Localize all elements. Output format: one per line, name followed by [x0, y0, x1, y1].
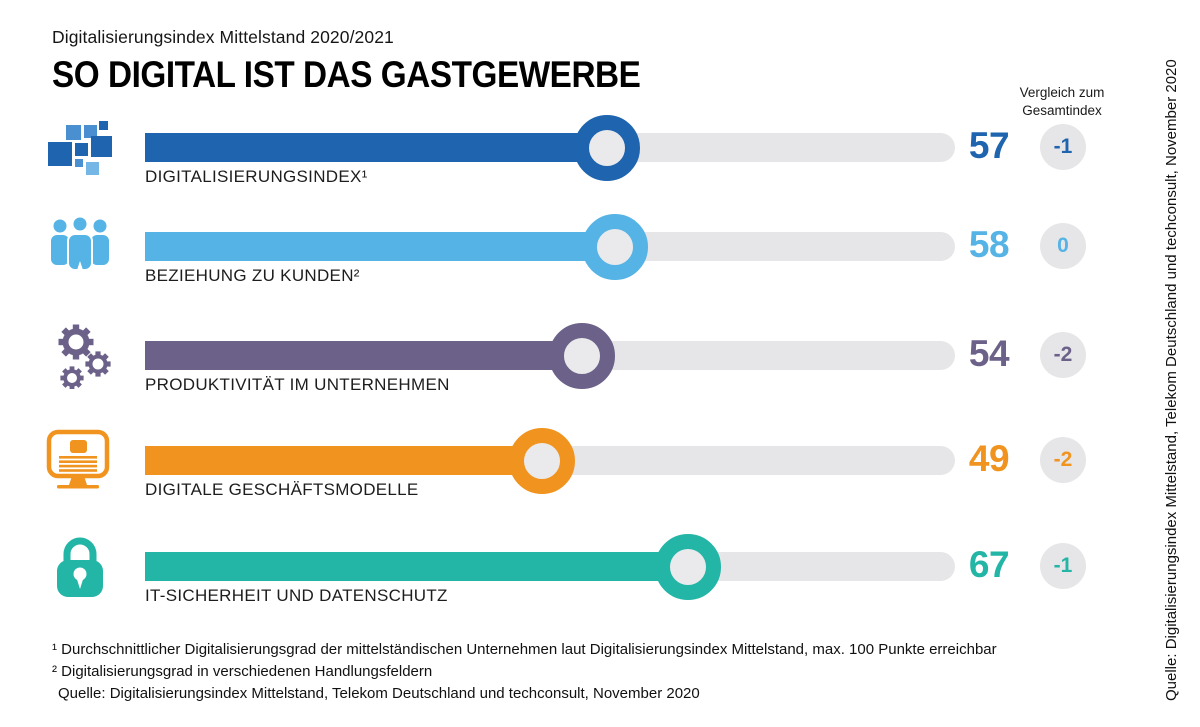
index-row-it-sicherheit	[0, 516, 1200, 616]
slider-fill	[145, 446, 542, 475]
vertical-source-credit: Quelle: Digitalisierungsindex Mittelstand, Telekom Deutschland und techconsult, November 2020	[1163, 59, 1180, 701]
row-value: 54	[968, 333, 1010, 374]
comparison-delta: -2	[1053, 448, 1073, 471]
slider-fill	[145, 341, 582, 370]
slider-knob[interactable]	[582, 214, 648, 280]
slider-knob[interactable]	[655, 534, 721, 600]
slider-beziehung-zu-kunden	[145, 232, 955, 261]
page-title: SO DIGITAL IST DAS GASTGEWERBE	[52, 54, 641, 95]
slider-knob[interactable]	[509, 428, 575, 494]
row-label: BEZIEHUNG ZU KUNDEN²	[145, 266, 360, 285]
slider-it-sicherheit	[145, 552, 955, 581]
row-label: PRODUKTIVITÄT IM UNTERNEHMEN	[145, 375, 450, 394]
row-value: 67	[968, 544, 1010, 585]
slider-digitalisierungsindex	[145, 133, 955, 162]
comparison-badge	[1040, 223, 1086, 269]
index-row-digitalisierungsindex	[0, 97, 1200, 197]
comparison-delta: -1	[1053, 554, 1073, 577]
slider-knob[interactable]	[574, 115, 640, 181]
row-value: 49	[968, 438, 1010, 479]
slider-produktivitaet	[145, 341, 955, 370]
gears-icon	[44, 319, 116, 391]
index-row-beziehung-zu-kunden	[0, 196, 1200, 296]
row-label: IT-SICHERHEIT UND DATENSCHUTZ	[145, 586, 448, 605]
padlock-icon	[44, 530, 116, 602]
monitor-document-icon	[44, 424, 116, 496]
kicker-subtitle: Digitalisierungsindex Mittelstand 2020/2021	[52, 27, 394, 47]
people-group-icon	[44, 210, 116, 282]
index-row-produktivitaet	[0, 305, 1200, 405]
row-label: DIGITALISIERUNGSINDEX¹	[145, 167, 368, 186]
mosaic-squares-icon	[44, 111, 116, 183]
footnotes	[52, 639, 997, 705]
slider-fill	[145, 133, 607, 162]
row-value: 58	[968, 224, 1010, 265]
comparison-delta: -2	[1053, 343, 1073, 366]
comparison-delta: 0	[1057, 234, 1069, 257]
comparison-badge	[1040, 332, 1086, 378]
footnote-2: ² Digitalisierungsgrad in verschiedenen Handlungsfeldern	[52, 663, 433, 680]
compare-header-line1: Vergleich zum	[1019, 85, 1105, 100]
index-row-geschaeftsmodelle	[0, 410, 1200, 510]
footnote-1: ¹ Durchschnittlicher Digitalisierungsgrad der mittelständischen Unternehmen laut Digitalisierungsindex Mittelstand, max. 100 Punkte erreichbar	[52, 641, 997, 658]
slider-geschaeftsmodelle	[145, 446, 955, 475]
comparison-delta: -1	[1053, 135, 1073, 158]
slider-fill	[145, 552, 688, 581]
slider-fill	[145, 232, 615, 261]
compare-header-line2: Gesamtindex	[1022, 103, 1102, 119]
row-value: 57	[968, 125, 1010, 166]
footnote-source: Quelle: Digitalisierungsindex Mittelstand, Telekom Deutschland und techconsult, November 2020	[58, 685, 700, 702]
comparison-badge	[1040, 437, 1086, 483]
comparison-badge	[1040, 543, 1086, 589]
slider-knob[interactable]	[549, 323, 615, 389]
comparison-badge	[1040, 124, 1086, 170]
row-label: DIGITALE GESCHÄFTSMODELLE	[145, 480, 419, 499]
